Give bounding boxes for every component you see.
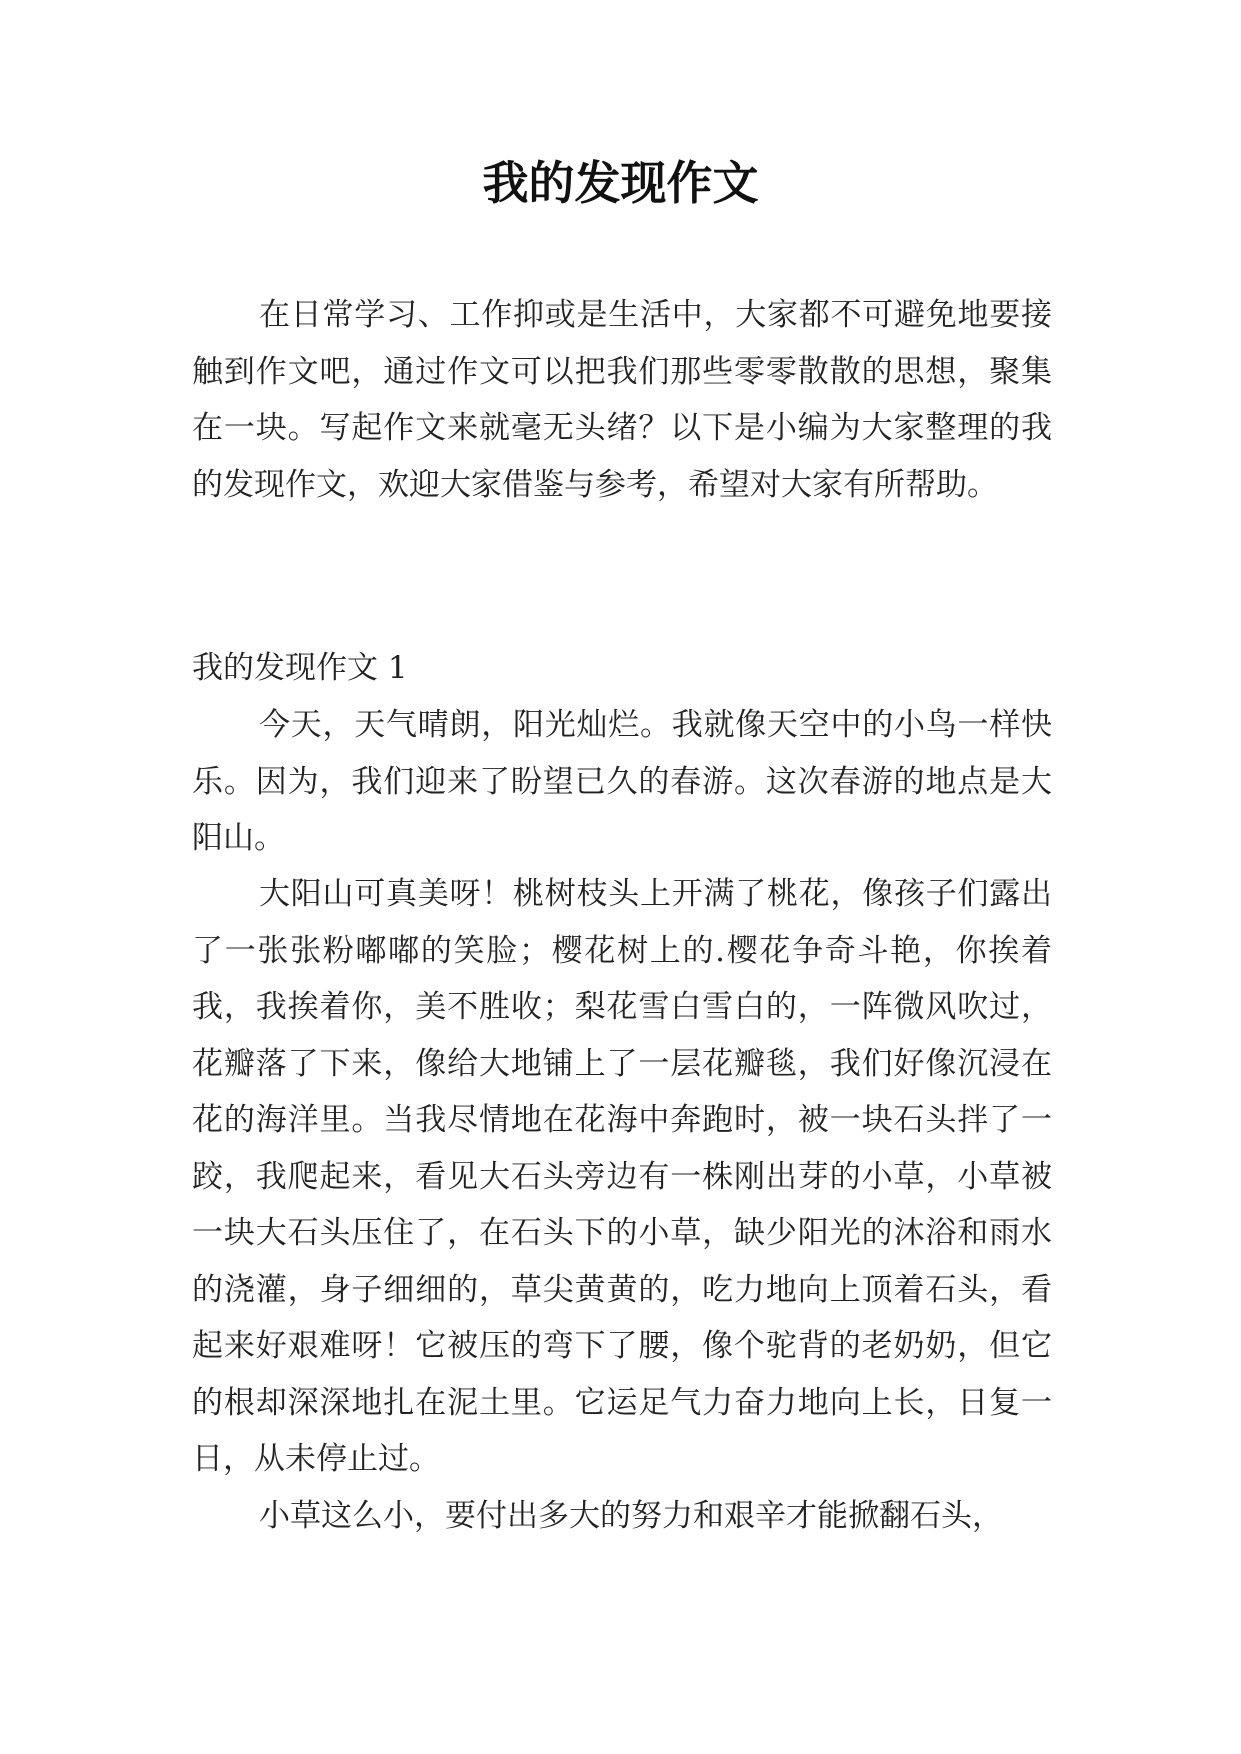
body-paragraph: 今天，天气晴朗，阳光灿烂。我就像天空中的小鸟一样快乐。因为，我们迎来了盼望已久的春游。这次春游的地点是大阳山。: [192, 707, 1052, 856]
section-heading: 我的发现作文 1: [192, 650, 408, 686]
intro-paragraph: 在日常学习、工作抑或是生活中，大家都不可避免地要接触到作文吧，通过作文可以把我们那些零零散散的思想，聚集在一块。写起作文来就毫无头绪？以下是小编为大家整理的我的发现作文，欢迎大家借鉴与参考，希望对大家有所帮助。: [192, 297, 1052, 503]
body-paragraph: 大阳山可真美呀！桃树枝头上开满了桃花，像孩子们露出了一张张粉嘟嘟的笑脸；樱花树上的.樱花争奇斗艳，你挨着我，我挨着你，美不胜收；梨花雪白雪白的，一阵微风吹过，花瓣落了下来，像给大地铺上了一层花瓣毯，我们好像沉浸在花的海洋里。当我尽情地在花海中奔跑时，被一块石头拌了一跤，我爬起来，看见大石头旁边有一株刚出芽的小草，小草被一块大石头压住了，在石头下的小草，缺少阳光的沐浴和雨水的浇灌，身子细细的，草尖黄黄的，吃力地向上顶着石头，看起来好艰难呀！它被压的弯下了腰，像个驼背的老奶奶，但它的根却深深地扎在泥土里。它运足气力奋力地向上长，日复一日，从未停止过。: [192, 876, 1052, 1477]
body-paragraph: 小草这么小，要付出多大的努力和艰辛才能掀翻石头，: [259, 1498, 1003, 1534]
document-title: 我的发现作文: [482, 156, 759, 210]
